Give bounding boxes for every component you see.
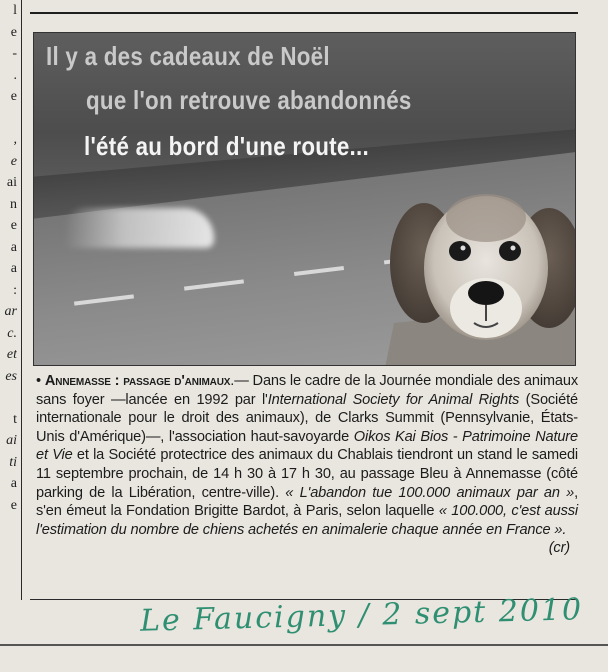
previous-article-fragment: e — [10, 24, 17, 40]
caption-quote-1: « L'abandon tue 100.000 animaux par an » — [285, 484, 575, 501]
previous-article-fragment: es — [5, 368, 17, 384]
caption-lead: Annemasse : passage d'animaux — [44, 373, 231, 389]
previous-article-fragment: et — [6, 347, 17, 362]
previous-article-fragment: ai — [6, 433, 17, 448]
previous-article-fragment: a — [10, 476, 17, 491]
handwritten-annotation: Le Faucigny / 2 sept 2010 — [139, 592, 584, 639]
caption-org-2: Oikos Kai Bios - Patrimoine Nature et Vie — [36, 428, 578, 464]
caption-text-2: (Société internationale pour le droit des animaux), de Clarks Summit (Pennsylvanie, États-Unis d'Amérique)—, l'association haut-savoyarde — [36, 391, 578, 445]
page-bottom-rule — [0, 644, 608, 646]
article-caption — [36, 372, 578, 558]
previous-article-fragment: e — [10, 497, 17, 513]
previous-article-fragment: ai — [6, 175, 17, 190]
previous-article-column — [0, 0, 22, 600]
caption-credit: (cr) — [548, 540, 570, 557]
previous-article-fragment: e — [10, 153, 17, 169]
caption-quote-2: « 100.000, c'est aussi l'estimation du nombre de chiens achetés en animalerie chaque année en France ». — [36, 503, 578, 538]
previous-article-fragment: t — [13, 411, 17, 427]
caption-text-1: .— Dans le cadre de la Journée mondiale des animaux sans foyer —lancée en 1992 par l' — [36, 373, 578, 408]
top-rule — [30, 12, 578, 14]
previous-article-fragment: a — [10, 239, 17, 255]
previous-article-fragment: l — [13, 3, 17, 18]
previous-article-fragment: n — [10, 196, 17, 212]
right-eye — [499, 241, 521, 261]
previous-article-fragment: ar — [4, 304, 17, 319]
caption-text-3: et la Société protectrice des animaux du Chablais tiendront un stand le samedi 11 septembre prochain, de 14 h 30 à 17 h 30, au passage Bleu à Annemasse (côté parking de la Libération, centre-ville). — [36, 447, 578, 501]
photo-headline-line3: l'été au bord d'une route... — [84, 131, 369, 161]
photo-headline-line2: que l'on retrouve abandonnés — [86, 85, 412, 115]
left-eye-glint — [461, 246, 466, 251]
previous-article-fragment: , — [13, 132, 17, 147]
bullet: • — [36, 373, 45, 389]
previous-article-fragment: : — [13, 282, 17, 298]
forehead-patch — [446, 194, 526, 242]
previous-article-fragment: e — [10, 89, 17, 104]
previous-article-fragment: . — [13, 67, 17, 83]
article-photo — [33, 32, 576, 366]
left-eye — [449, 241, 471, 261]
caption-org-1: International Society for Animal Rights — [267, 391, 520, 408]
previous-article-fragment — [0, 108, 17, 130]
previous-article-fragment: e — [10, 218, 17, 233]
blurred-car — [64, 208, 214, 248]
previous-article-fragment: a — [10, 261, 17, 276]
previous-article-fragment: c. — [7, 325, 17, 341]
caption-text-4: , s'en émeut la Fondation Brigitte Bardot, à Paris, selon laquelle — [36, 484, 578, 520]
nose — [468, 281, 504, 305]
previous-article-fragment: ti — [9, 454, 17, 470]
previous-article-fragment: - — [12, 46, 17, 61]
right-eye-glint — [511, 246, 516, 251]
photo-headline-line1: Il y a des cadeaux de Noël — [46, 41, 330, 71]
puppy-illustration — [384, 173, 576, 366]
previous-article-fragment — [0, 387, 17, 409]
